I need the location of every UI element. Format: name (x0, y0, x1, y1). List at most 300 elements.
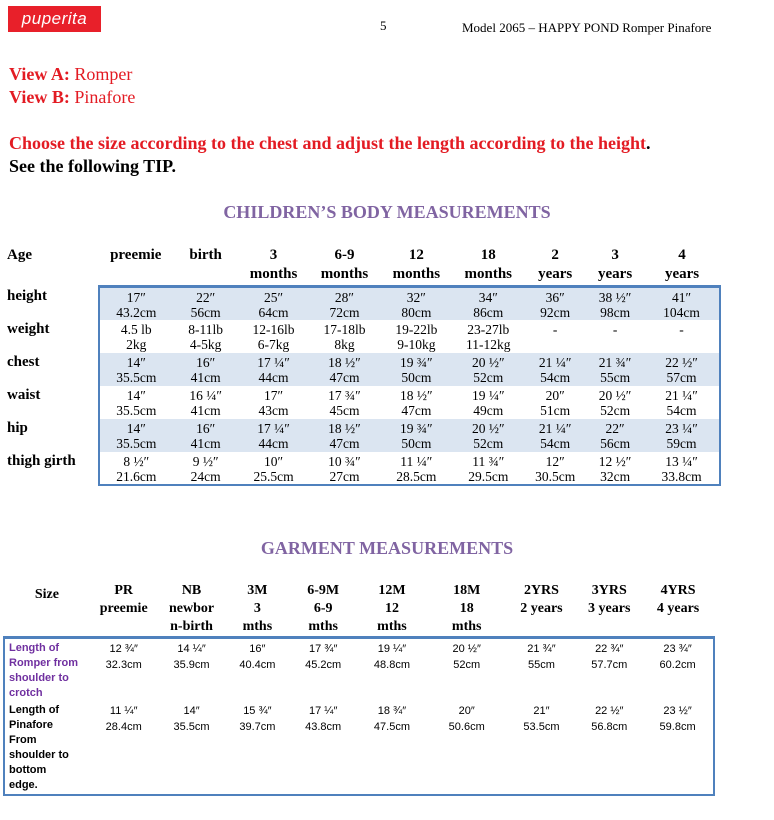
cell-line (586, 337, 644, 352)
cell-line: 20″ (458, 705, 475, 717)
label-line: Length of (9, 704, 60, 716)
table-cell (380, 287, 452, 321)
table-row (7, 386, 720, 419)
cell-line: 53.5cm (523, 721, 560, 733)
table-row (4, 701, 714, 795)
cell-line: 15 ¾″ (243, 705, 272, 717)
cell-line: 17″ (126, 290, 146, 305)
header-line: 6-9 (313, 601, 333, 616)
cell-line: 19 ¾″ (400, 421, 433, 436)
cell-line: 4.5 lb (120, 322, 152, 337)
cell-line: 19 ¼″ (377, 643, 407, 655)
cell-line: 20 ½″ (471, 421, 505, 436)
cell-line: 19 ¼″ (471, 388, 505, 403)
views-block (9, 63, 135, 109)
header-line: preemie (110, 247, 162, 263)
column-header (576, 582, 642, 638)
cell-line: 86cm (473, 305, 504, 320)
cell-line: 28.4cm (105, 721, 142, 733)
table-cell (239, 320, 309, 353)
cell-line: 59.8cm (659, 721, 696, 733)
table-cell (99, 287, 173, 321)
cell-line: 16″ (196, 421, 216, 436)
table-cell (524, 353, 586, 386)
header-line: 2 (551, 247, 559, 263)
cell-line: 50cm (401, 370, 432, 385)
cell-line: 48.8cm (373, 659, 410, 671)
column-header (452, 246, 524, 287)
cell-line: 22 ¾″ (595, 643, 624, 655)
garment-measurements-table (3, 582, 715, 796)
table-cell (644, 419, 720, 452)
cell-line: 9-10kg (397, 337, 436, 352)
cell-line: 4-5kg (189, 337, 222, 352)
brand-logo: puperita (8, 6, 101, 32)
table-cell (309, 419, 381, 452)
cell-line: 47.5cm (373, 721, 410, 733)
cell-line: 21 ¾″ (527, 643, 556, 655)
cell-line: 38 ½″ (598, 290, 632, 305)
table-cell (452, 353, 524, 386)
body-measurements-title: CHILDREN’S BODY MEASUREMENTS (223, 202, 551, 222)
cell-line: 23 ½″ (663, 705, 692, 717)
table-row (7, 353, 720, 386)
table-cell (309, 353, 381, 386)
cell-line: 92cm (540, 305, 571, 320)
table-cell (380, 386, 452, 419)
header-line: years (598, 266, 633, 282)
header-line: 18M (453, 583, 481, 598)
cell-line: 22 ½″ (665, 355, 698, 370)
header-row (7, 246, 720, 287)
cell-line: 23 ¾″ (663, 643, 692, 655)
label-line: Length of (9, 642, 60, 654)
cell-line: 23-27lb (467, 322, 510, 337)
cell-line: 12 ¾″ (109, 643, 138, 655)
cell-line: 18 ½″ (328, 355, 361, 370)
header-line: 12 (384, 601, 399, 616)
cell-line (644, 337, 719, 352)
cell-line: 18 ½″ (328, 421, 361, 436)
table-cell (524, 452, 586, 485)
table-cell (427, 701, 507, 795)
header-line: 4 (678, 247, 686, 263)
table-cell (357, 701, 427, 795)
column-header (309, 246, 381, 287)
cell-line: 8-11lb (188, 322, 224, 337)
cell-line: 43cm (258, 403, 289, 418)
table-cell (576, 701, 642, 795)
table-row (7, 320, 720, 353)
header-line: 3M (247, 583, 268, 598)
header-line: newbor (168, 601, 215, 616)
cell-line: 18 ¾″ (377, 705, 407, 717)
cell-line: 16″ (249, 643, 266, 655)
header-line: 2YRS (523, 583, 559, 598)
cell-line: 24cm (190, 469, 221, 484)
cell-line: 19 ¾″ (400, 355, 433, 370)
label-line: bottom (9, 764, 47, 776)
model-title: Model 2065 – HAPPY POND Romper Pinafore (462, 20, 712, 35)
cell-line: 12″ (545, 454, 565, 469)
cell-line: 17 ¾″ (328, 388, 361, 403)
column-header-size: Size (34, 587, 59, 602)
cell-line: 54cm (666, 403, 697, 418)
table-cell (173, 452, 239, 485)
table-cell (452, 386, 524, 419)
cell-line: 13 ¼″ (665, 454, 698, 469)
label-line: From (9, 734, 37, 746)
cell-line: 14″ (126, 355, 146, 370)
cell-line: 56cm (600, 436, 631, 451)
header-line: 3 (269, 247, 278, 263)
table-cell (452, 419, 524, 452)
cell-line: 44cm (258, 370, 289, 385)
label-line: edge. (9, 779, 38, 791)
table-cell (586, 419, 644, 452)
header-line: mths (377, 619, 407, 634)
table-row (7, 452, 720, 485)
cell-line: 18 ½″ (400, 388, 433, 403)
table-cell (452, 452, 524, 485)
cell-line: - (679, 322, 684, 337)
table-cell (239, 353, 309, 386)
cell-line: - (612, 322, 618, 337)
cell-line: 35.5cm (116, 403, 157, 418)
table-cell (239, 419, 309, 452)
cell-line: 60.2cm (659, 659, 696, 671)
row-label: thigh girth (7, 453, 76, 469)
table-cell (289, 701, 357, 795)
header-line: 3 years (588, 601, 631, 616)
header-line: months (464, 266, 513, 282)
table-cell (380, 353, 452, 386)
tip-line: See the following TIP. (9, 156, 177, 176)
cell-line: 11 ¼″ (400, 454, 433, 469)
column-header (289, 582, 357, 638)
cell-line: 28″ (334, 290, 355, 305)
row-label: height (7, 287, 48, 304)
table-cell (380, 419, 452, 452)
column-header (99, 246, 173, 287)
cell-line: 14″ (126, 421, 146, 436)
column-header (90, 582, 158, 638)
row-label: chest (7, 354, 40, 370)
cell-line: 32″ (406, 290, 426, 305)
table-cell (452, 320, 524, 353)
table-cell (576, 638, 642, 702)
table-cell (642, 701, 714, 795)
cell-line: 35.5cm (116, 370, 157, 385)
cell-line: 27cm (329, 469, 360, 484)
table-row (4, 638, 714, 702)
header-line: 6-9M (307, 583, 340, 598)
table-cell (158, 701, 226, 795)
header-line: months (392, 266, 441, 282)
table-cell (524, 386, 586, 419)
table-cell (99, 353, 173, 386)
cell-line: 43.2cm (116, 305, 157, 320)
row-label: hip (7, 420, 28, 436)
header-line: 3 (253, 601, 261, 616)
header-line: months (320, 266, 369, 282)
header-line (642, 618, 714, 636)
table-cell (644, 452, 720, 485)
header-line: 3YRS (591, 583, 627, 598)
header-line (99, 265, 173, 284)
column-header (380, 246, 452, 287)
cell-line: 33.8cm (661, 469, 702, 484)
cell-line: 57cm (666, 370, 697, 385)
cell-line: 56.8cm (591, 721, 628, 733)
page-number: 5 (380, 18, 387, 33)
column-header (642, 582, 714, 638)
table-row (7, 419, 720, 452)
table-cell (173, 353, 239, 386)
cell-line: 20 ½″ (471, 355, 505, 370)
cell-line: 21″ (533, 705, 550, 717)
cell-line: 43.8cm (305, 721, 342, 733)
view-b: View B: Pinafore (9, 87, 136, 107)
table-cell (225, 701, 289, 795)
cell-line: 21 ¼″ (665, 388, 698, 403)
column-header (158, 582, 226, 638)
table-cell (357, 638, 427, 702)
header-line: 2 years (520, 601, 563, 616)
header-line: years (664, 266, 700, 282)
table-cell (380, 452, 452, 485)
table-cell (99, 419, 173, 452)
table-cell (380, 320, 452, 353)
body-measurements-table (7, 246, 721, 486)
cell-line: 39.7cm (239, 721, 276, 733)
header-line: birth (189, 247, 222, 263)
cell-line: 10″ (263, 454, 284, 469)
table-cell (427, 638, 507, 702)
header-line (90, 618, 158, 636)
table-cell (507, 638, 577, 702)
table-cell (90, 701, 158, 795)
header-line: 18 (459, 601, 474, 616)
cell-line: 14 ¼″ (177, 643, 206, 655)
cell-line: 64cm (258, 305, 289, 320)
label-line: shoulder to (9, 672, 69, 684)
cell-line: 36″ (545, 290, 565, 305)
cell-line: 28.5cm (396, 469, 437, 484)
table-cell (524, 320, 586, 353)
cell-line: 17 ¼″ (257, 421, 290, 436)
cell-line: 17″ (263, 388, 284, 403)
column-header (644, 246, 720, 287)
size-instruction: Choose the size according to the chest and adjust the length according to the height. See the following TIP. (9, 133, 651, 176)
cell-line: 52cm (453, 659, 481, 671)
cell-line: 55cm (528, 659, 555, 671)
header-line: 6-9 (334, 247, 355, 263)
cell-line: 54cm (540, 436, 571, 451)
row-label: weight (7, 321, 50, 337)
cell-line: 14″ (183, 705, 200, 717)
cell-line: 21.6cm (116, 469, 157, 484)
table-cell (452, 287, 524, 321)
instruction-red: Choose the size according to the chest and adjust the length according to the height (9, 133, 646, 153)
cell-line: 16 ¼″ (189, 388, 222, 403)
table-cell (586, 353, 644, 386)
header-line: 18 (480, 247, 496, 263)
cell-line: 8 ½″ (123, 454, 150, 469)
table-cell (586, 287, 644, 321)
table-cell (173, 320, 239, 353)
cell-line: 25.5cm (253, 469, 294, 484)
cell-line: 20 ½″ (452, 643, 481, 655)
header-line: 12M (378, 583, 406, 598)
cell-line: 22 ½″ (595, 705, 624, 717)
table-cell (586, 320, 644, 353)
cell-line: 55cm (600, 370, 631, 385)
table-cell (239, 452, 309, 485)
header-line (173, 265, 239, 284)
table-cell (309, 287, 381, 321)
label-line: crotch (9, 687, 43, 699)
table-cell (644, 287, 720, 321)
cell-line: 30.5cm (535, 469, 576, 484)
row-label (4, 638, 90, 702)
header-line: n-birth (170, 619, 213, 634)
garment-measurements-title: GARMENT MEASUREMENTS (260, 538, 514, 558)
cell-line: 21 ¼″ (538, 355, 572, 370)
column-header (225, 582, 289, 638)
cell-line: 22″ (196, 290, 216, 305)
cell-line: 49cm (473, 403, 504, 418)
table-cell (173, 386, 239, 419)
cell-line: 17 ¼″ (257, 355, 290, 370)
cell-line: 34″ (478, 290, 498, 305)
table-row (7, 287, 720, 321)
cell-line: 41cm (190, 403, 221, 418)
cell-line: 21 ¾″ (598, 355, 632, 370)
cell-line: 72cm (329, 305, 360, 320)
cell-line: 6-7kg (257, 337, 290, 352)
cell-line: 29.5cm (468, 469, 509, 484)
cell-line: 9 ½″ (192, 454, 219, 469)
cell-line: 59cm (666, 436, 697, 451)
cell-line: 32cm (600, 469, 631, 484)
column-header-age: Age (7, 247, 32, 263)
table-cell (289, 638, 357, 702)
header-line: years (538, 266, 573, 282)
cell-line: 98cm (600, 305, 631, 320)
column-header (507, 582, 577, 638)
cell-line: 17 ¾″ (308, 643, 338, 655)
header-line: 4YRS (660, 583, 696, 598)
table-cell (309, 452, 381, 485)
label-line: shoulder to (9, 749, 69, 761)
header-line: preemie (99, 601, 148, 616)
cell-line: 17 ¼″ (308, 705, 338, 717)
cell-line: 45cm (329, 403, 360, 418)
table-cell (644, 353, 720, 386)
row-label: waist (7, 387, 41, 403)
table-cell (173, 287, 239, 321)
cell-line: 22″ (605, 421, 625, 436)
cell-line: 11-12kg (466, 337, 511, 352)
cell-line: 50.6cm (448, 721, 485, 733)
header-line (507, 618, 577, 636)
table-cell (99, 386, 173, 419)
row-label (4, 701, 90, 795)
cell-line: 35.5cm (116, 436, 157, 451)
cell-line: 8kg (334, 337, 355, 352)
header-line: NB (181, 583, 202, 598)
cell-line: 56cm (190, 305, 221, 320)
cell-line: 47cm (329, 436, 360, 451)
cell-line: 20 ½″ (598, 388, 632, 403)
table-cell (586, 452, 644, 485)
table-cell (309, 386, 381, 419)
cell-line: 52cm (473, 436, 504, 451)
cell-line: 14″ (126, 388, 146, 403)
cell-line: 35.9cm (173, 659, 210, 671)
header-line: mths (242, 619, 273, 634)
column-header (357, 582, 427, 638)
label-line: Romper from (9, 657, 79, 669)
cell-line: 52cm (473, 370, 504, 385)
table-cell (524, 419, 586, 452)
cell-line: 57.7cm (591, 659, 628, 671)
cell-line: 80cm (401, 305, 432, 320)
column-header (173, 246, 239, 287)
cell-line: 47cm (329, 370, 360, 385)
label-line: Pinafore (9, 719, 54, 731)
column-header (239, 246, 309, 287)
cell-line: 41″ (671, 290, 692, 305)
cell-line: 11 ¼″ (109, 705, 138, 717)
cell-line: 20″ (545, 388, 565, 403)
cell-line: 23 ¼″ (665, 421, 698, 436)
table-cell (239, 386, 309, 419)
cell-line: 12-16lb (252, 322, 295, 337)
cell-line (524, 337, 586, 352)
column-header (427, 582, 507, 638)
cell-line: - (552, 322, 558, 337)
cell-line: 10 ¾″ (328, 454, 361, 469)
cell-line: 41cm (190, 370, 221, 385)
cell-line: 11 ¾″ (472, 454, 505, 469)
table-cell (644, 386, 720, 419)
cell-line: 45.2cm (305, 659, 342, 671)
cell-line: 12 ½″ (598, 454, 632, 469)
header-line: months (249, 266, 298, 282)
table-cell (309, 320, 381, 353)
table-cell (586, 386, 644, 419)
cell-line: 17-18lb (323, 322, 366, 337)
header-line: 3 (611, 247, 619, 263)
cell-line: 25″ (263, 290, 284, 305)
header-line: PR (114, 583, 134, 598)
cell-line: 16″ (196, 355, 216, 370)
cell-line: 35.5cm (173, 721, 210, 733)
table-cell (173, 419, 239, 452)
header-line: mths (308, 619, 338, 634)
table-cell (99, 452, 173, 485)
cell-line: 40.4cm (239, 659, 276, 671)
table-cell (507, 701, 577, 795)
header-line: mths (451, 619, 482, 634)
table-cell (99, 320, 173, 353)
cell-line: 47cm (401, 403, 432, 418)
table-cell (524, 287, 586, 321)
table-cell (225, 638, 289, 702)
header-line: 12 (408, 247, 424, 263)
